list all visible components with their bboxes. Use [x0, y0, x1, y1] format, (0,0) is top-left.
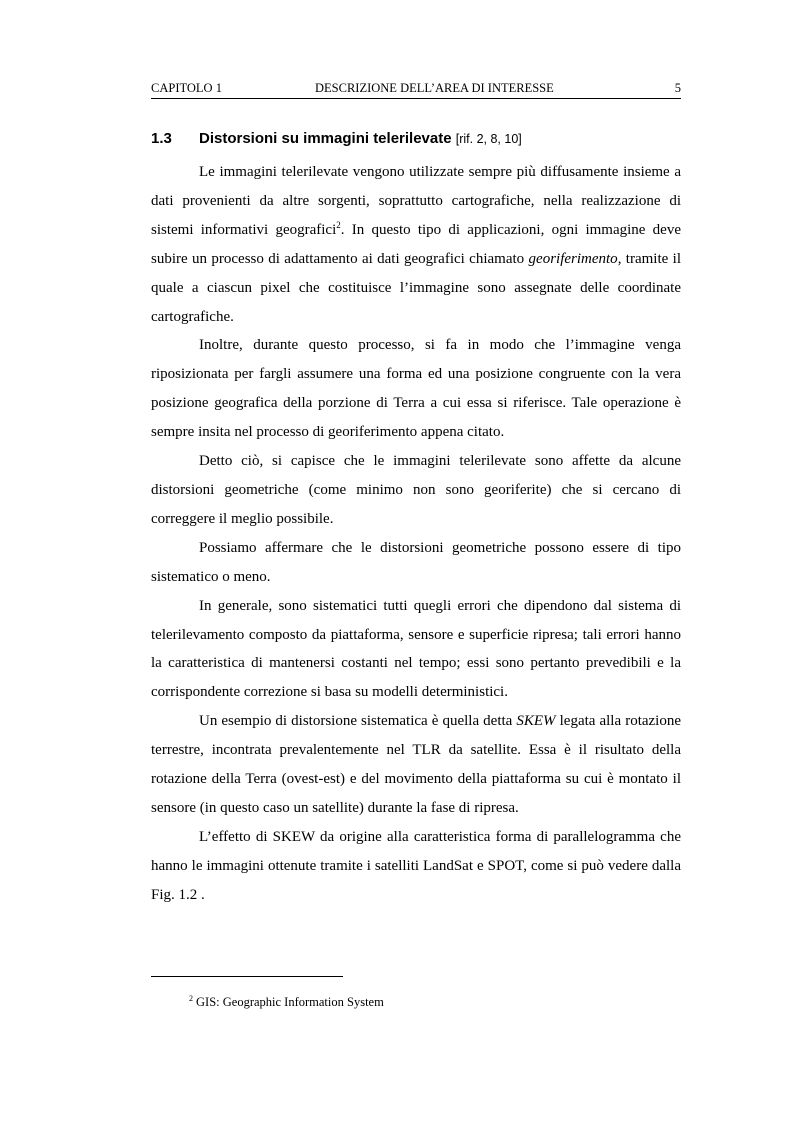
section-number: 1.3 — [151, 130, 172, 147]
paragraph: Detto ciò, si capisce che le immagini telerilevate sono affette da alcune distorsioni geometriche (come minimo non sono georiferite) che si cercano di correggere il meglio possibile. — [151, 453, 681, 527]
paragraph: Un esempio di distorsione sistematica è quella detta SKEW legata alla rotazione terrestre, incontrata prevalentemente nel TLR da satellite. Essa è il risultato della rotazione della Terra (ovest-est) e del movimento della piattaforma su cui è montato il sensore (in questo caso un satellite) durante la fase di ripresa. — [151, 713, 681, 816]
section-heading — [151, 129, 681, 149]
page-number: 5 — [674, 81, 681, 95]
section-reference: [rif. 2, 8, 10] — [455, 132, 522, 146]
paragraph: In generale, sono sistematici tutti quegli errori che dipendono dal sistema di telerilevamento composto da piattaforma, sensore e superficie ripresa; tali errori hanno la caratteristica di mantenersi costanti nel tempo; essi sono pertanto prevedibili e la corrispondente correzione si basa su modelli deterministici. — [151, 597, 681, 701]
paragraph: Le immagini telerilevate vengono utilizzate sempre più diffusamente insieme a dati provenienti da altre sorgenti, soprattutto cartografiche, nella realizzazione di sistemi informativi geografici$^2$. In questo tipo di applicazioni, ogni immagine deve subire un processo di adattamento ai dati geografici chiamato georiferimento, tramite il quale a ciascun pixel che costituisce l’immagine sono assegnate delle coordinate cartografiche. — [151, 164, 681, 325]
term-italic: georiferimento — [528, 250, 618, 267]
paragraph: Possiamo affermare che le distorsioni geometriche possono essere di tipo sistematico o meno. — [151, 539, 681, 585]
footnote-mark: 2 — [189, 994, 193, 1003]
footnote — [189, 994, 384, 1010]
footnote-text: GIS: Geographic Information System — [196, 995, 384, 1009]
section-title: Distorsioni su immagini telerilevate — [199, 130, 452, 147]
paragraph: L’effetto di SKEW da origine alla caratteristica forma di parallelogramma che hanno le immagini ottenute tramite i satelliti LandSat e SPOT, come si può vedere dalla Fig. 1.2 . — [151, 828, 681, 903]
footnote-divider — [151, 976, 343, 977]
body-text — [151, 158, 681, 910]
running-header — [151, 80, 681, 99]
header-title: DESCRIZIONE DELL’AREA DI INTERESSE — [315, 81, 554, 95]
header-chapter: CAPITOLO 1 — [151, 81, 222, 95]
footnote-reference: 2 — [336, 219, 341, 230]
paragraph: Inoltre, durante questo processo, si fa in modo che l’immagine venga riposizionata per fargli assumere una forma ed una posizione congruente con la vera posizione geografica della porzione di Terra a cui essa si riferisce. Tale operazione è sempre insita nel processo di georiferimento appena citato. — [151, 337, 681, 441]
term-italic: SKEW — [516, 713, 556, 730]
